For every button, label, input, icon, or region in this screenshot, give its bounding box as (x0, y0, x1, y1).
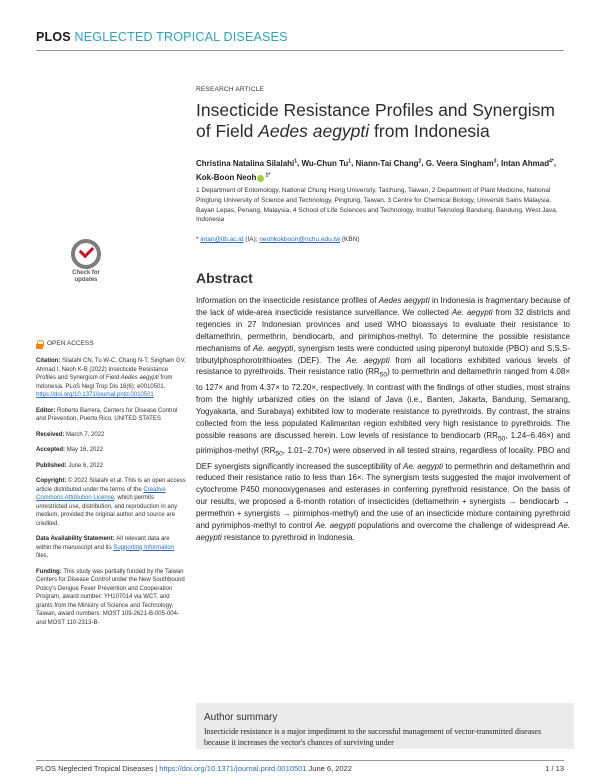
open-access-badge: OPEN ACCESS (36, 340, 186, 349)
funding-block: Funding: This study was partially funded by the Taiwan Centers for Disease Control under the New Southbound Policy's Dengue Fever Prevention and Cooperation Program, award number: YH107014 via WCT, and grants from the Ministry of Science and Technology, Taiwan, award numbers: MOST 109-2621-B-005-004- and MOST 110-2313-B- (36, 568, 185, 626)
correspondence: * intan@itb.ac.id (IA); neohkokboon@nchu.edu.tw (KBN) (196, 236, 360, 243)
title-line2-post: from Indonesia (369, 121, 490, 141)
editor-block: Editor: Roberto Barrera, Centers for Disease Control and Prevention, Puerto Rico, UNITED STATES (36, 407, 178, 422)
citation-doi-link[interactable]: https://doi.org/10.1371/journal.pntd.0010501 (36, 392, 154, 398)
citation-block: Citation: Silalahi CN, Tu W-C, Chang N-T, Singham GV, Ahmad I, Neoh K-B (2022) Insecticide Resistance Profiles and Synergism of Field Aedes aegypti from Indonesia. PLoS Negl Trop Dis 16(6): e0010501. https://doi.org/10.1371/journal.pntd.0010501 (36, 358, 186, 398)
footer-doi-link[interactable]: https://doi.org/10.1371/journal.pntd.0010501 (159, 764, 307, 773)
author[interactable]: Wu-Chun Tu$^1$ (301, 158, 352, 168)
email-link-kbn[interactable]: neohkokboon@nchu.edu.tw (259, 236, 341, 243)
abstract-heading: Abstract (196, 270, 253, 286)
check-for-updates-badge[interactable]: Check for updates (62, 239, 110, 291)
page-footer: PLOS Neglected Tropical Diseases | https://doi.org/10.1371/journal.pntd.0010501 June 6, 2022 (36, 764, 352, 773)
affiliations: 1 Department of Entomology, National Chung Hsing University, Taichung, Taiwan, 2 Department of Plant Medicine, National Pingtung University of Science and Technology, Pingtung, Taiwan, 3 Centre for Chemical Biology, Universiti Sains Malaysia, Bayan Lepas, Penang, Malaysia, 4 School of Life Sciences and Technology, Institut Teknologi Bandung, Bandung, West Java, Indonesia (196, 187, 558, 224)
open-lock-icon (36, 340, 43, 349)
check-for-updates-icon (71, 239, 101, 269)
article-title (196, 100, 568, 142)
title-line2-pre: of Field (196, 121, 259, 141)
abstract-paragraph: Information on the insecticide resistance profiles of Aedes aegypti in Indonesia is fragmentary because of the lack of wide-area insecticide resistance surveillance. We collected Ae. aegypti from 32 districts and regencies in 27 Indonesian provinces and used WHO bioassays to evaluate their resistance to deltamethrin, permethrin, bendiocarb, and pirimiphos-methyl. To determine the possible resistance mechanisms of Ae. aegypti, synergism tests were conducted using piperonyl butoxide (PBO) and S,S,S-tributylphosphorotrithioates (DEF). The Ae. aegypti from all locations exhibited various levels of resistance to pyrethroids. Their resistance ratio $(RR_{50})$ to permethrin and deltamethrin ranged from 4.08× to 127× and from 4.37× to 72.20×, respectively. In contrast with the findings of other studies, most strains from the highly urbanized cities on the island of Java (i.e., Banten, Jakarta, Bandung, Semarang, Yogyakarta, and Surabaya) exhibited low to moderate resistance to pyrethroids. By contrast, the strains collected from the less populated Kalimantan region exhibited very high resistance to pyrethroids. The possible reasons are discussed herein. Low levels of resistance to bendiocarb ($RR_{50}$, 1.24–6.46×) and pirimiphos-methyl ($RR_{50}$, 1.01–2.70×) were observed in all tested strains, regardless of locality. PBO and DEF synergists significantly increased the susceptibility of Ae. aegypti to permethrin and deltamethrin and reduced their resistance ratio to less than 16×. The synergism tests suggested the major involvement of cytochrome P450 monooxygenases and esterases in conferring pyrethroid resistance. On the basis of our results, we proposed a 6-month rotation of insecticides (deltamethrin + synergists → bendiocarb → permethrin + synergists → pirimiphos-methyl) and the use of an insecticide mixture containing pyrethroid and pyrimiphos-methyl to control Ae. aegypti populations and overcome the challenge of widespread Ae. aegypti resistance to pyrethroid in Indonesia. (196, 296, 571, 542)
journal-header (36, 30, 288, 44)
title-line1: Insecticide Resistance Profiles and Synergism (196, 100, 555, 120)
footer-divider (36, 760, 564, 761)
author[interactable]: Kok-Boon Neoh $^{1*}$ (196, 172, 271, 183)
supporting-info-link[interactable]: Supporting Information (113, 544, 175, 551)
abstract-body (196, 295, 570, 544)
article-type: RESEARCH ARTICLE (196, 86, 265, 93)
header-divider (36, 50, 564, 51)
page-number: 1 / 13 (545, 764, 564, 773)
copyright-block: Copyright: © 2022 Silalahi et al. This is an open access article distributed under the terms of the Creative Commons Attribution License, which permits unrestricted use, distribution, and reproduction in any medium, provided the original author and source are credited. (36, 478, 186, 527)
orcid-icon[interactable] (257, 175, 264, 182)
cc-license-link[interactable]: Creative Commons Attribution License (36, 486, 166, 501)
article-sidebar (36, 340, 186, 634)
journal-plos: PLOS (36, 30, 71, 44)
published-date: Published: June 6, 2022 (36, 462, 104, 469)
email-link-ia[interactable]: intan@itb.ac.id (200, 236, 244, 243)
data-availability-block: Data Availability Statement: All relevant data are within the manuscript and its Supporting Information files. (36, 536, 175, 559)
title-species: Aedes aegypti (258, 121, 370, 141)
author[interactable]: Niann-Tai Chang$^2$ (355, 158, 422, 168)
author[interactable]: Christina Natalina Silalahi$^1$ (196, 158, 298, 168)
accepted-date: Accepted: May 16, 2022 (36, 447, 104, 453)
author-summary-heading: Author summary (204, 712, 278, 723)
received-date: Received: March 7, 2022 (36, 431, 105, 438)
journal-name: NEGLECTED TROPICAL DISEASES (74, 30, 288, 44)
author[interactable]: G. Veera Singham$^3$ (425, 158, 497, 168)
author[interactable]: Intan Ahmad$^{4*}$ (500, 158, 554, 168)
author-summary-text: Insecticide resistance is a major impediment to the successful management of vector-transmitted diseases because it increases the vector's chances of surviving under (204, 727, 542, 747)
author-list: Christina Natalina Silalahi$^1$, Wu-Chun Tu$^1$, Niann-Tai Chang$^2$, G. Veera Singham$^3$, Intan Ahmad$^{4*}$, Kok-Boon Neoh $^{1*}$ (196, 158, 557, 183)
